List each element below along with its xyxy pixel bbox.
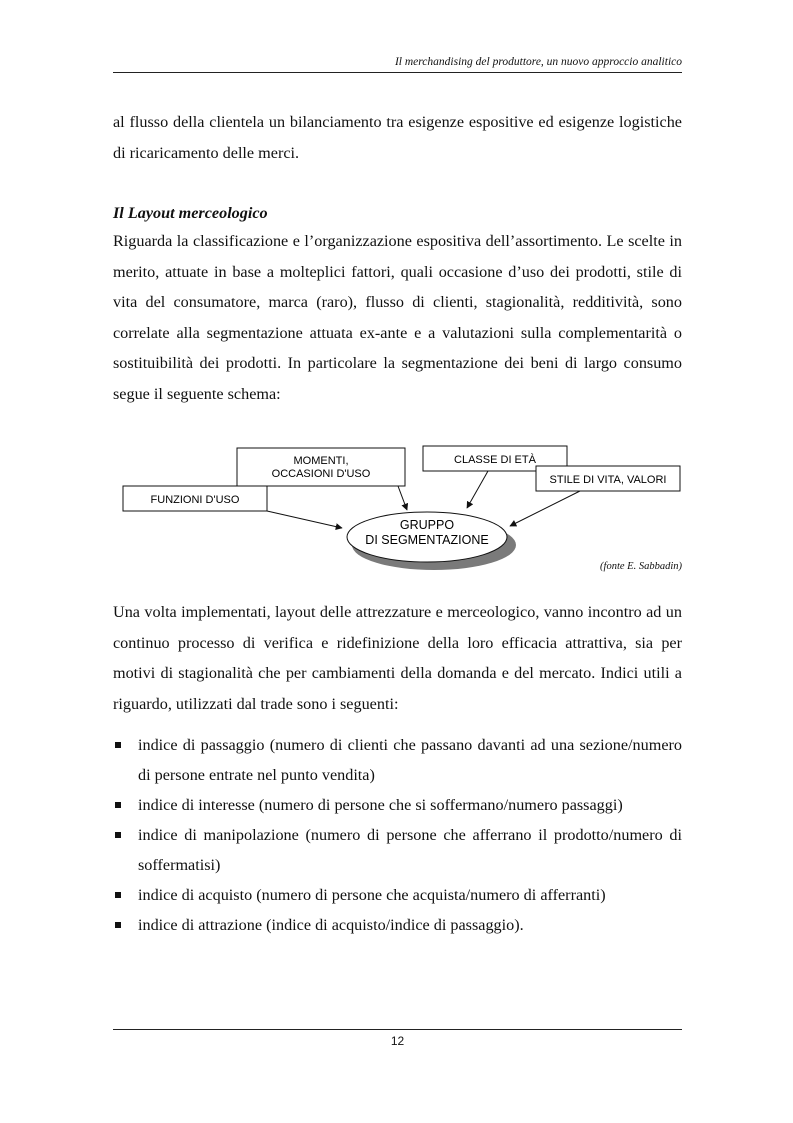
running-header: Il merchandising del produttore, un nuovo approccio analitico	[394, 56, 682, 68]
box-classe-label: CLASSE DI ETÀ	[454, 454, 536, 466]
box-stile-vita	[536, 466, 680, 491]
arrow-funzioni	[267, 511, 342, 528]
gruppo-label-2: DI SEGMENTAZIONE	[365, 533, 489, 547]
diagram-source-caption: (fonte E. Sabbadin)	[600, 561, 682, 572]
list-item: indice di attrazione (indice di acquisto/indice di passaggio).	[113, 910, 682, 940]
bullet-square-icon	[115, 742, 121, 748]
arrow-classe	[467, 471, 488, 508]
section-heading: Il Layout merceologico	[113, 204, 268, 222]
bullet-square-icon	[115, 892, 121, 898]
arrow-stile	[510, 491, 580, 526]
page-number: 12	[390, 1034, 405, 1048]
box-stile-label: STILE DI VITA, VALORI	[549, 474, 667, 486]
bullet-square-icon	[115, 802, 121, 808]
header-divider	[113, 72, 682, 73]
list-item: indice di interesse (numero di persone che si soffermano/numero passaggi)	[113, 790, 682, 820]
box-momenti-label-2: OCCASIONI D'USO	[271, 468, 371, 480]
box-funzioni-label: FUNZIONI D'USO	[150, 494, 240, 506]
bullet-square-icon	[115, 922, 121, 928]
indices-list	[113, 730, 682, 940]
box-momenti-occasioni	[237, 448, 405, 486]
bullet-square-icon	[115, 832, 121, 838]
layout-paragraph: Riguarda la classificazione e l’organizzazione espositiva dell’assortimento. Le scelte in merito, attuate in base a molteplici fattori, quali occasione d’uso dei prodotti, stile di vita del consumatore, marca (raro), flusso di clienti, stagionalità, redditività, sono correlate alla segmentazione attuata ex-ante e a valutazioni sulla complementarità o sostituibilità dei prodotti. In particolare la segmentazione dei beni di largo consumo segue il seguente schema:	[113, 232, 682, 403]
intro-paragraph: al flusso della clientela un bilanciamento tra esigenze espositive ed esigenze logistiche di ricaricamento delle merci.	[113, 113, 682, 162]
arrow-momenti	[398, 486, 407, 510]
box-momenti-label-1: MOMENTI,	[293, 455, 349, 467]
gruppo-label-1: GRUPPO	[399, 518, 455, 532]
list-item: indice di manipolazione (numero di persone che afferrano il prodotto/numero di soffermatisi)	[113, 820, 682, 880]
footer-divider	[113, 1029, 682, 1030]
list-item: indice di acquisto (numero di persone che acquista/numero di afferranti)	[113, 880, 682, 910]
after-diagram-paragraph: Una volta implementati, layout delle attrezzature e merceologico, vanno incontro ad un continuo processo di verifica e ridefinizione della loro efficacia attrattiva, sia per motivi di stagionalità che per cambiamenti della domanda e del mercato. Indici utili a riguardo, utilizzati dal trade sono i seguenti:	[113, 603, 682, 713]
box-funzioni-uso	[123, 486, 267, 511]
list-item: indice di passaggio (numero di clienti che passano davanti ad una sezione/numero di persone entrate nel punto vendita)	[113, 730, 682, 790]
